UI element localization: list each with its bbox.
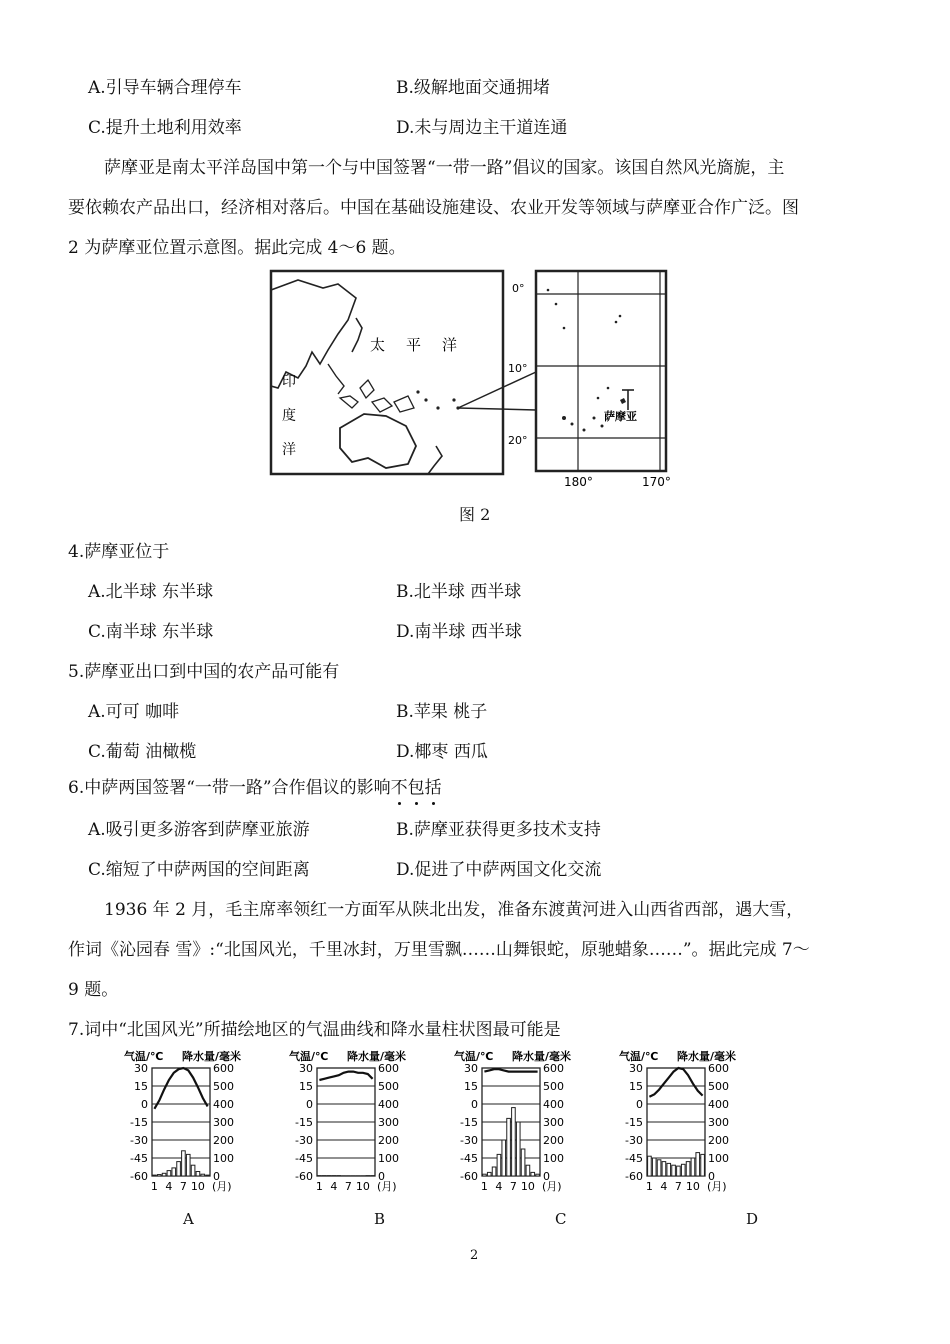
month-tick-label: 7 — [674, 1180, 682, 1193]
precip-axis-title: 降水量/毫米 — [512, 1050, 572, 1063]
temp-tick-label: -15 — [460, 1116, 478, 1129]
precip-tick-label: 200 — [213, 1134, 234, 1147]
precip-tick-label: 500 — [378, 1080, 399, 1093]
q5-option-a: A.可可 咖啡 — [88, 702, 180, 722]
month-tick-label: 7 — [344, 1180, 352, 1193]
chart-d-label: D — [746, 1210, 759, 1228]
precip-bar — [657, 1160, 661, 1176]
precip-bar — [206, 1175, 210, 1176]
q3-option-b: B.级解地面交通拥堵 — [396, 78, 550, 98]
month-tick-label: 4 — [660, 1180, 668, 1193]
temperature-curve — [319, 1072, 372, 1080]
temp-tick-label: -45 — [460, 1152, 478, 1165]
temp-tick-label: -30 — [460, 1134, 478, 1147]
precip-tick-label: 300 — [543, 1116, 564, 1129]
temp-tick-label: -60 — [295, 1170, 313, 1183]
passage2-line2: 作词《沁园春 雪》:“北国风光，千里冰封，万里雪飘……山舞银蛇，原驰蜡象……”。据此完成 7～ — [68, 940, 810, 960]
emphasis-char: 包 — [407, 778, 425, 798]
month-tick-label: 1 — [480, 1180, 488, 1193]
month-tick-label: 1 — [645, 1180, 653, 1193]
precip-bar — [162, 1173, 166, 1176]
precip-bar — [167, 1171, 171, 1176]
precip-bar — [536, 1174, 540, 1176]
passage2-line1: 1936 年 2 月，毛主席率领红一方面军从陕北出发，准备东渡黄河进入山西省西部，遇大雪， — [104, 900, 804, 920]
precip-tick-label: 300 — [213, 1116, 234, 1129]
precip-tick-label: 400 — [543, 1098, 564, 1111]
precip-bar — [521, 1149, 525, 1176]
temp-axis-title: 气温/℃ — [124, 1050, 164, 1063]
precip-tick-label: 400 — [708, 1098, 729, 1111]
temp-tick-label: 0 — [141, 1098, 148, 1111]
q4-option-d: D.南半球 西半球 — [396, 622, 522, 642]
precip-bar — [177, 1162, 181, 1176]
month-unit-label: (月) — [377, 1180, 397, 1193]
indian-label-3: 洋 — [282, 442, 296, 458]
precip-bar — [686, 1162, 690, 1176]
temp-tick-label: -15 — [625, 1116, 643, 1129]
temp-tick-label: 0 — [636, 1098, 643, 1111]
q5-option-d: D.椰枣 西瓜 — [396, 742, 488, 762]
q5-stem: 5.萨摩亚出口到中国的农产品可能有 — [68, 662, 340, 682]
temp-tick-label: -45 — [625, 1152, 643, 1165]
island-dot — [593, 417, 596, 420]
month-tick-label: 1 — [150, 1180, 158, 1193]
temperature-curve — [484, 1069, 537, 1071]
temp-tick-label: -45 — [130, 1152, 148, 1165]
island-shape — [340, 396, 358, 408]
temp-tick-label: 0 — [306, 1098, 313, 1111]
q4-option-b: B.北半球 西半球 — [396, 582, 522, 602]
chart-a-label: A — [183, 1210, 194, 1228]
samoa-label: 萨摩亚 — [604, 410, 637, 423]
lat-20-label: 20° — [508, 434, 528, 447]
lon-180-label: 180° — [564, 475, 593, 489]
island-dot — [601, 425, 604, 428]
island-dot — [571, 423, 574, 426]
temp-tick-label: -15 — [295, 1116, 313, 1129]
passage1-line3: 2 为萨摩亚位置示意图。据此完成 4～6 题。 — [68, 238, 406, 258]
precip-bar — [677, 1166, 681, 1176]
precip-bar — [492, 1167, 496, 1176]
q3-option-c: C.提升土地利用效率 — [88, 118, 242, 138]
indian-label-2: 度 — [282, 408, 296, 424]
precip-tick-label: 100 — [378, 1152, 399, 1165]
island-dot — [452, 398, 455, 401]
pacific-label-1: 太 — [370, 336, 386, 354]
precip-bar — [172, 1168, 176, 1176]
precip-tick-label: 600 — [378, 1062, 399, 1075]
temp-tick-label: 15 — [299, 1080, 313, 1093]
month-tick-label: 7 — [509, 1180, 517, 1193]
island-dot — [555, 303, 558, 306]
temp-tick-label: -60 — [625, 1170, 643, 1183]
precip-bar — [487, 1172, 491, 1176]
world-map-frame — [271, 271, 503, 474]
island-dot — [424, 398, 427, 401]
emphasis-char: 不 — [390, 778, 408, 798]
temp-axis-title: 气温/℃ — [289, 1050, 329, 1063]
emphasis-char: 括 — [424, 778, 442, 798]
precip-tick-label: 100 — [213, 1152, 234, 1165]
month-tick-label: 4 — [495, 1180, 503, 1193]
japan-shape — [352, 318, 362, 352]
precip-bar — [507, 1118, 511, 1176]
temp-axis-title: 气温/℃ — [454, 1050, 494, 1063]
temp-tick-label: -30 — [625, 1134, 643, 1147]
connector-line — [458, 372, 536, 408]
month-tick-label: 10 — [190, 1180, 205, 1193]
page-number: 2 — [470, 1248, 479, 1263]
lon-170-label: 170° — [642, 475, 671, 489]
temp-tick-label: 30 — [464, 1062, 478, 1075]
temp-tick-label: 15 — [464, 1080, 478, 1093]
precip-tick-label: 300 — [708, 1116, 729, 1129]
precip-bar — [652, 1158, 656, 1176]
precip-tick-label: 500 — [543, 1080, 564, 1093]
temp-tick-label: -60 — [130, 1170, 148, 1183]
new-guinea-shape — [394, 396, 414, 412]
temp-axis-title: 气温/℃ — [619, 1050, 659, 1063]
temp-tick-label: 30 — [134, 1062, 148, 1075]
precip-bar — [186, 1154, 190, 1176]
island-dot — [619, 315, 622, 318]
q5-option-c: C.葡萄 油橄榄 — [88, 742, 197, 762]
precip-tick-label: 100 — [543, 1152, 564, 1165]
precip-bar — [681, 1164, 685, 1176]
temp-tick-label: -15 — [130, 1116, 148, 1129]
month-unit-label: (月) — [707, 1180, 727, 1193]
precip-bar — [191, 1165, 195, 1176]
precip-bar — [516, 1122, 520, 1176]
island-dot — [615, 321, 618, 324]
chart-c-label: C — [555, 1210, 567, 1228]
precip-bar — [182, 1151, 186, 1176]
precip-bar — [502, 1140, 506, 1176]
q6-option-c: C.缩短了中萨两国的空间距离 — [88, 860, 310, 880]
precip-tick-label: 0 — [543, 1170, 550, 1183]
inset-map-frame — [536, 271, 666, 471]
q6-option-b: B.萨摩亚获得更多技术支持 — [396, 820, 601, 840]
temperature-curve — [154, 1068, 207, 1109]
q6-option-d: D.促进了中萨两国文化交流 — [396, 860, 602, 880]
month-tick-label: 10 — [355, 1180, 370, 1193]
precip-bar — [512, 1108, 516, 1176]
asia-coast-shape — [271, 280, 356, 388]
new-zealand-shape — [428, 446, 442, 474]
precip-tick-label: 0 — [378, 1170, 385, 1183]
temp-tick-label: -45 — [295, 1152, 313, 1165]
temp-tick-label: 15 — [134, 1080, 148, 1093]
precip-tick-label: 200 — [708, 1134, 729, 1147]
island-dot — [562, 416, 566, 420]
month-tick-label: 4 — [165, 1180, 173, 1193]
month-tick-label: 10 — [685, 1180, 700, 1193]
q7-stem: 7.词中“北国风光”所描绘地区的气温曲线和降水量柱状图最可能是 — [68, 1020, 561, 1040]
month-tick-label: 4 — [330, 1180, 338, 1193]
samoa-location-map — [268, 268, 688, 490]
precip-axis-title: 降水量/毫米 — [677, 1050, 737, 1063]
precip-axis-title: 降水量/毫米 — [347, 1050, 407, 1063]
island-dot — [416, 390, 419, 393]
precip-tick-label: 600 — [543, 1062, 564, 1075]
precip-bar — [672, 1165, 676, 1176]
precip-bar — [701, 1154, 705, 1176]
precip-bar — [531, 1172, 535, 1176]
q4-option-a: A.北半球 东半球 — [88, 582, 214, 602]
precip-tick-label: 500 — [213, 1080, 234, 1093]
precip-bar — [526, 1165, 530, 1176]
passage1-line1: 萨摩亚是南太平洋岛国中第一个与中国签署“一带一路”倡议的国家。该国自然风光旖旎，主 — [104, 158, 785, 178]
q5-option-b: B.苹果 桃子 — [396, 702, 488, 722]
precip-tick-label: 200 — [543, 1134, 564, 1147]
connector-line — [458, 408, 536, 410]
q4-option-c: C.南半球 东半球 — [88, 622, 214, 642]
precip-tick-label: 0 — [213, 1170, 220, 1183]
precip-bar — [696, 1153, 700, 1176]
samoa-island-shape — [620, 398, 626, 404]
precip-bar — [157, 1175, 161, 1176]
precip-bar — [667, 1163, 671, 1176]
temp-tick-label: 30 — [629, 1062, 643, 1075]
q6-stem — [68, 776, 442, 800]
q6-stem-text: 6.中萨两国签署“一带一路”合作倡议的影响 — [68, 778, 391, 798]
island-shape — [360, 380, 374, 398]
island-dot — [607, 387, 610, 390]
q4-stem: 4.萨摩亚位于 — [68, 542, 170, 562]
temp-tick-label: 30 — [299, 1062, 313, 1075]
climate-charts — [120, 1048, 760, 1198]
temp-tick-label: -30 — [295, 1134, 313, 1147]
q6-option-a: A.吸引更多游客到萨摩亚旅游 — [88, 820, 310, 840]
precip-bar — [648, 1156, 652, 1176]
australia-shape — [340, 414, 416, 468]
pacific-label-2: 平 — [406, 336, 422, 354]
chart-b-label: B — [374, 1210, 386, 1228]
island-dot — [583, 429, 586, 432]
peninsula-shape — [328, 364, 344, 394]
temp-tick-label: -60 — [460, 1170, 478, 1183]
temp-tick-label: 0 — [471, 1098, 478, 1111]
temperature-curve — [649, 1068, 702, 1097]
q3-option-d: D.未与周边主干道连通 — [396, 118, 568, 138]
passage1-line2: 要依赖农产品出口，经济相对落后。中国在基础设施建设、农业开发等领域与萨摩亚合作广泛。图 — [68, 198, 799, 218]
q3-option-a: A.引导车辆合理停车 — [88, 78, 242, 98]
precip-bar — [196, 1172, 200, 1177]
precip-bar — [483, 1174, 487, 1176]
precip-bar — [691, 1158, 695, 1176]
island-dot — [436, 406, 439, 409]
precip-tick-label: 300 — [378, 1116, 399, 1129]
precip-bar — [201, 1174, 205, 1176]
island-dot — [563, 327, 566, 330]
island-dot — [597, 397, 600, 400]
precip-bar — [497, 1154, 501, 1176]
precip-tick-label: 200 — [378, 1134, 399, 1147]
passage2-line3: 9 题。 — [68, 980, 119, 1000]
temp-tick-label: 15 — [629, 1080, 643, 1093]
precip-tick-label: 500 — [708, 1080, 729, 1093]
lat-10-label: 10° — [508, 362, 528, 375]
month-tick-label: 10 — [520, 1180, 535, 1193]
island-dot — [547, 289, 550, 292]
precip-tick-label: 0 — [708, 1170, 715, 1183]
month-unit-label: (月) — [542, 1180, 562, 1193]
indian-label-1: 印 — [282, 374, 296, 390]
precip-bar — [153, 1175, 157, 1176]
month-tick-label: 7 — [179, 1180, 187, 1193]
figure-caption: 图 2 — [459, 505, 491, 524]
precip-tick-label: 600 — [213, 1062, 234, 1075]
precip-bar — [662, 1162, 666, 1176]
precip-tick-label: 100 — [708, 1152, 729, 1165]
pacific-label-3: 洋 — [442, 336, 458, 354]
precip-tick-label: 400 — [213, 1098, 234, 1111]
lat-0-label: 0° — [512, 282, 525, 295]
temp-tick-label: -30 — [130, 1134, 148, 1147]
precip-tick-label: 600 — [708, 1062, 729, 1075]
month-unit-label: (月) — [212, 1180, 232, 1193]
month-tick-label: 1 — [315, 1180, 323, 1193]
precip-axis-title: 降水量/毫米 — [182, 1050, 242, 1063]
precip-tick-label: 400 — [378, 1098, 399, 1111]
island-shape — [372, 398, 392, 412]
